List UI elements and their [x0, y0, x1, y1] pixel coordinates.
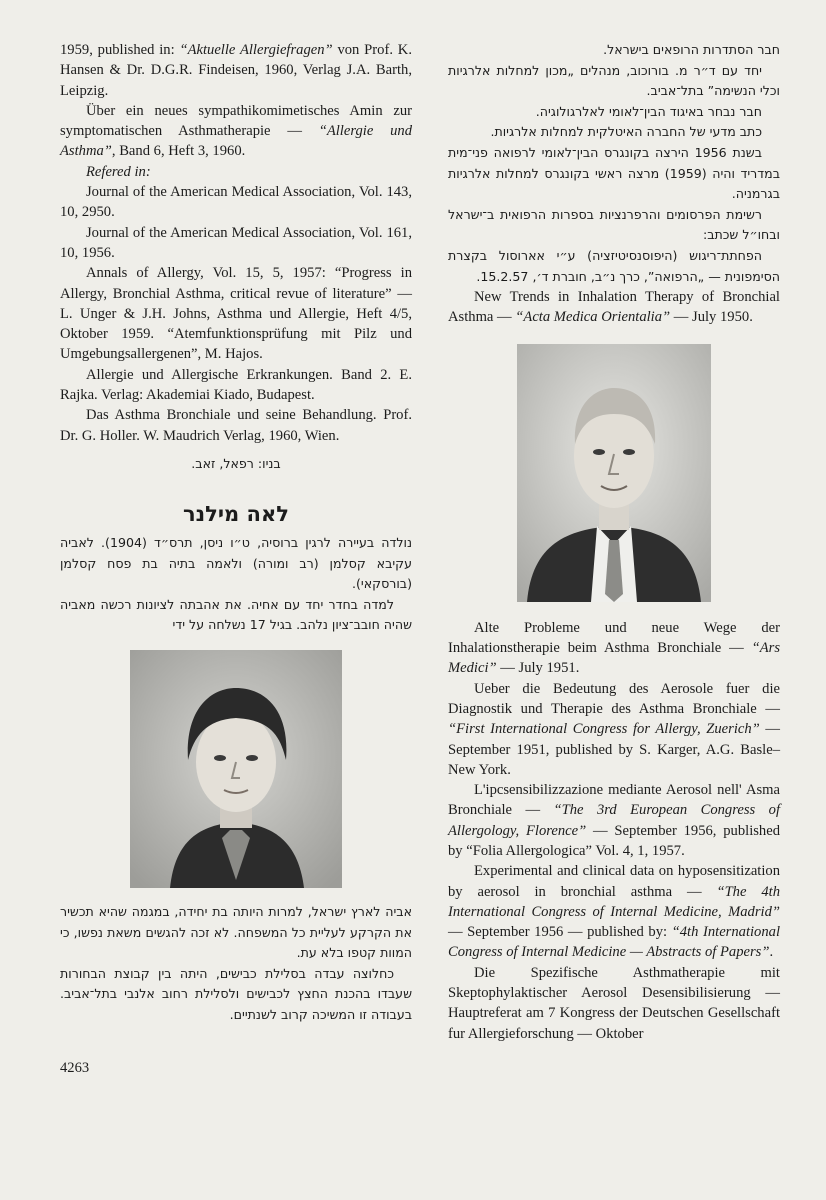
reference-ueber-aerosole — [448, 679, 780, 780]
text: New Trends in Inhalation Therapy of Bronchial Asthma — — [448, 289, 780, 326]
journal-title: “4th International Congress of Internal Medicine — Abstracts of Papers” — [448, 924, 780, 961]
text: 1959, published in: — [60, 42, 180, 58]
hebrew-paragraph: חבר נבחר באיגוד הבין־לאומי לאלרגולוגיה. — [535, 103, 762, 119]
hebrew-paragraph: כחלוצה עבדה בסלילת כבישים, היתה בין קבוצת הבחורות שעבדו בהכנת החצץ לכבישים ולסלילת רחוב אלנבי בתל־אביב. בעבודה זו המשיכה קרוב לשנתיים. — [60, 965, 412, 1022]
text: . — [769, 944, 774, 961]
reference-ipcsensibilizzazione — [448, 780, 780, 861]
text: — September 1956, published by “Folia Allergologica” Vol. 4, 1, 1957. — [448, 822, 780, 859]
journal-title: “Ars Medici” — [448, 640, 780, 677]
hebrew-paragraph: רשימת הפרסומים והרפרנציות בספרות הרפואית ב־ישראל ובחו״ל שכתב: — [448, 206, 780, 243]
portrait-man-image — [517, 344, 711, 602]
text: von Prof. K. Hansen & Dr. D.G.R. Findeisen, 1960, Verlag J.A. Barth, Leipzig. — [60, 42, 412, 99]
reference-annals: Annals of Allergy, Vol. 15, 5, 1957: “Progress in Allergy, Bronchial Asthma, critical revue of literature” — L. Unger & J.H. Johns, Asthma und Allergie, Heft 4/5, Oktober 1959. “Atemfunktionsprüfung mit Pilz und Umgebungsallergenen”, M. Hajos. — [60, 265, 412, 363]
signature-line: בניו: רפאל, זאב. — [191, 455, 281, 471]
hebrew-paragraph: אביה לארץ ישראל, למרות היותה בת יחידה, במגמה שהיא תכשיר את הקרקע לעליית כל המשפחה. לא זכה להגשים משאת נפשו, כי המוות קטפו בלא עת. — [60, 903, 412, 961]
reference-alte-probleme — [448, 618, 780, 679]
journal-title: “The 4th International Congress of Internal Medicine, Madrid” — [448, 883, 780, 920]
reference-jama-2: Journal of the American Medical Association, Vol. 161, 10, 1956. — [60, 224, 412, 261]
hebrew-paragraph: יחד עם ד״ר מ. בורוכוב, מנהלים „מכון למחלות אלרגיות וכלי הנשימה” בתל־אביב. — [448, 62, 780, 99]
paragraph-sympathikomimetisches — [60, 101, 412, 162]
reference-hyposensitization — [448, 861, 780, 962]
journal-title: “Allergie und Asthma” — [60, 123, 412, 160]
hebrew-paragraph: למדה בחדר יחד עם אחיה. את אהבתה לציונות רכשה מאביה שהיה חובב־ציון נלהב. בגיל 17 נשלחה על ידי — [60, 596, 412, 633]
portrait-woman-image — [130, 650, 342, 888]
hebrew-paragraph: נולדה בעיירה לרגין ברוסיה, ט״ו ניסן, תרס״ד (1904). לאביה עקיבא קסלמן (רב ומורה) ולאמה בתיה בת פסח קסלמן (בורסקאי). — [60, 534, 413, 592]
reference-jama-1: Journal of the American Medical Association, Vol. 143, 10, 2950. — [60, 184, 412, 221]
text: Über ein neues sympathikomimetisches Amin zur symptomatischen Asthmatherapie — — [60, 102, 412, 140]
text: Experimental and clinical data on hyposensitization by aerosol in bronchial asthma — — [448, 863, 780, 900]
text: Alte Probleme und neue Wege der Inhalationstherapie beim Asthma Bronchiale — — [448, 619, 780, 657]
text: — September 1951, published by S. Karger, A.G. Basle–New York. — [448, 721, 780, 778]
reference-holler: Das Asthma Bronchiale und seine Behandlung. Prof. Dr. G. Holler. W. Maudrich Verlag, 1960, Wien. — [60, 407, 412, 444]
text: , Band 6, Heft 3, 1960. — [111, 143, 246, 160]
portrait-photo-woman — [130, 650, 342, 888]
left-column — [60, 40, 412, 1025]
text: — July 1950. — [670, 309, 753, 326]
hebrew-paragraph: חבר הסתדרות הרופאים בישראל. — [603, 42, 780, 57]
reference-new-trends — [448, 287, 780, 328]
section-heading: לאה מילנר — [183, 501, 289, 526]
journal-title: “Aktuelle Allergiefragen” — [179, 42, 333, 58]
portrait-photo-man — [517, 344, 711, 602]
journal-title: “Acta Medica Orientalia” — [515, 309, 671, 326]
page-number: 4263 — [60, 1060, 90, 1076]
journal-title: “The 3rd European Congress of Allergology, Florence” — [448, 802, 780, 839]
text: — September 1956 — published by: — [448, 924, 672, 941]
hebrew-paragraph: בשנת 1956 הירצה בקונגרס הבין־לאומי לרפואה פני־מית במדריד והיה (1959) מרצה ראשי בקונגרס למחלות אלרגיות בגרמניה. — [448, 144, 781, 202]
reference-spezifische-asthmatherapie: Die Spezifische Asthmatherapie mit Skeptophylaktischer Aerosol Desensibilisierung — Hauptreferat am 7 Kongress der Deutschen Gesellschaft fur Allergieforschung — Oktober — [448, 964, 780, 1042]
right-column — [448, 40, 780, 1044]
hebrew-paragraph: כתב מדעי של החברה האיטלקית למחלות אלרגיות. — [490, 124, 762, 140]
hebrew-paragraph: הפחתת־ריגוש (היפוסנסיטיזציה) ע״י אארוסול בקצרת הסימפונית — „הרפואה”, כרך נ״ב, חוברת ד׳, 15.2.57. — [448, 247, 780, 284]
text: L'ipcsensibilizzazione mediante Aerosol nell' Asma Bronchiale — — [448, 782, 780, 819]
journal-title: “First International Congress for Allergy, Zuerich” — [448, 721, 760, 738]
text: — July 1951. — [496, 660, 580, 677]
text: Ueber die Bedeutung des Aerosole fuer die Diagnostik und Therapie des Asthma Bronchiale — — [448, 680, 780, 717]
reference-rajka: Allergie und Allergische Erkrankungen. Band 2. E. Rajka. Verlag: Akademiai Kiado, Budapest. — [60, 366, 412, 404]
refered-label: Refered in: — [86, 163, 151, 180]
paragraph-aktuelle-allergiefragen — [60, 40, 412, 101]
